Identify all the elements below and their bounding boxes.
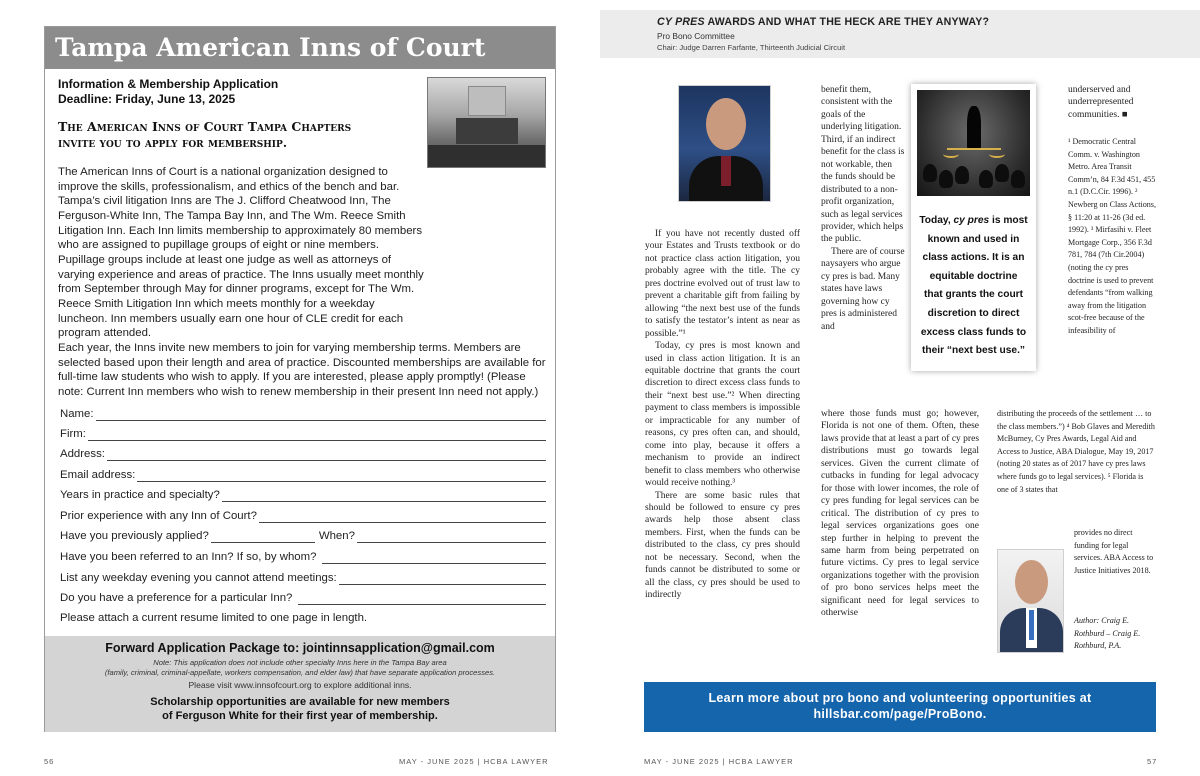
prior-label: Prior experience with any Inn of Court?: [60, 510, 257, 522]
headshot-tie: [721, 156, 731, 186]
address-label: Address:: [60, 448, 105, 460]
courtroom-wall: [468, 86, 506, 116]
forward-note-line-1: Note: This application does not include other specialty Inns here in the Tampa Bay area: [153, 658, 447, 667]
weekday-label: List any weekday evening you cannot attend meetings:: [60, 572, 337, 584]
article-closing: underserved and underrepresented communities. ■: [1068, 85, 1134, 120]
article-header: [600, 10, 1200, 58]
forward-note-line-2: (family, criminal, criminal-appellate, workers compensation, and elder law) that have separate application processes.: [104, 668, 496, 677]
author-headshot-photo: [997, 549, 1064, 653]
when-label: When?: [318, 530, 355, 542]
name-line[interactable]: [96, 411, 546, 421]
address-field[interactable]: [60, 447, 546, 461]
pawn-icon: [979, 170, 993, 188]
forward-application-box: [45, 636, 555, 732]
intro-text: [58, 165, 546, 400]
preference-label: Do you have a preference for a particular Inn?: [60, 592, 293, 604]
email-line[interactable]: [137, 472, 546, 482]
article-para-1: If you have not recently dusted off your Estates and Trusts textbook or do not practice class action litigation, you probably agree with the title. The cy pres doctrine evolved out of trust law to prevent a charitable gift from failing by allowing “the next best use of the funds to satisfy the testator’s intent as near as possible.”¹: [645, 229, 800, 339]
form-heading: [58, 77, 278, 107]
judge-headshot-photo: [678, 85, 771, 202]
left-page-footer: MAY - JUNE 2025 | HCBA LAWYER: [399, 757, 549, 766]
form-heading-title: Information & Membership Application: [58, 77, 279, 91]
intro-paragraph-1: The American Inns of Court is a national organization designed to improve the skills, professionalism, and ethics of the bench and bar. Tampa’s civil litigation Inns are The J. Clifford Cheatwood Inn, The Ferguson-White Inn, The Tampa Bay Inn, and The Wm. Reece Smith Litigation Inn. Each Inn limits membership to approximately 80 members who are assigned to pupillage groups of eight or nine members. Pupillage groups include at least one judge as well as attorneys of varying experience and areas of practice. The Inns usually meet monthly from September through May for dinner programs, except for The Wm. Reece Smith Litigation Inn which meets monthly for a weekday luncheon. Inn members usually earn one hour of CLE credit for each program attended.: [58, 166, 424, 340]
firm-field[interactable]: [60, 427, 546, 441]
article-title-cypres: CY PRES: [657, 16, 705, 28]
article-para-5: There are of course naysayers who argue cy pres is bad. Many states have laws governing how cy pres is administered and: [821, 246, 905, 332]
cta-line-1: Learn more about pro bono and volunteering opportunities at: [708, 691, 1092, 705]
preference-field[interactable]: [60, 591, 546, 605]
article-column-2-wide: [821, 408, 979, 620]
intro-paragraph-2: Each year, the Inns invite new members to join for varying membership terms. Members are selected based upon their length and area of practice. Discounted memberships are available for full-time law students who wish to apply. If you are interested, please apply promptly! (Please note: Current Inn members who wish to renew membership in their present Inn need not apply.): [58, 341, 546, 398]
cta-link[interactable]: hillsbar.com/page/ProBono.: [813, 707, 987, 721]
article-para-3: There are some basic rules that should be followed to ensure cy pres awards help those absent class members. First, when the funds can be distributed to the class, cy pres should not be necessary. Second, when the funds cannot be distributed to some or all the class, cy pres should be used to indirectly: [645, 490, 800, 601]
pawn-icon: [995, 164, 1009, 182]
author-tie: [1029, 610, 1034, 640]
headshot-face: [706, 98, 746, 150]
applied-line[interactable]: [211, 533, 315, 543]
footnotes-1-3: ¹ Democratic Central Comm. v. Washington Metro. Area Transit Comm’n, 84 F.3d 451, 455 n.1 (D.C.Cir. 1996). ² Newberg on Class Actions, § 11:20 at 11-26 (3d ed. 1992). ³ Mirfasihi v. Fleet Mortgage Corp., 356 F.3d 781, 784 (7th Cir.2004) (noting the cy pres doctrine is used to prevent defendants “from walking away from the litigation scot-free because of the infeasibility of: [1068, 137, 1156, 335]
pawn-icon: [955, 166, 969, 184]
scholarship-note: [45, 695, 555, 723]
banner-title: Tampa American Inns of Court: [45, 27, 555, 69]
referred-label: Have you been referred to an Inn? If so, by whom?: [60, 551, 317, 563]
chess-king-icon: [967, 106, 981, 150]
left-page-number: 56: [44, 757, 55, 766]
prior-line[interactable]: [259, 513, 546, 523]
weekday-line[interactable]: [339, 575, 546, 585]
pawn-icon: [923, 164, 937, 182]
footnotes-3-5: distributing the proceeds of the settlement … to the class members.”) ⁴ Bob Glaves and Meredith McBurney, Cy Pres Awards, Legal Aid and Access to Justice, ABA Dialogue, May 19, 2017 (noting 20 states as of 2017 have cy pres laws where funds go to legal services). ⁵ Florida is one of 3 states that: [997, 409, 1155, 494]
preference-line[interactable]: [298, 595, 546, 605]
email-label: Email address:: [60, 469, 136, 481]
scholarship-line-1: Scholarship opportunities are available for new members: [150, 696, 450, 708]
name-label: Name:: [60, 408, 94, 420]
courtroom-photo: [427, 77, 546, 168]
resume-note: Please attach a current resume limited to one page in length.: [60, 612, 368, 624]
address-line[interactable]: [107, 451, 546, 461]
email-field[interactable]: [60, 468, 546, 482]
author-credit: [1074, 615, 1158, 653]
right-page-footer: MAY - JUNE 2025 | HCBA LAWYER: [644, 757, 794, 766]
footnote-5-text: provides no direct funding for legal services. ABA Access to Justice Initiatives 2018.: [1074, 528, 1154, 575]
scale-pan-left-icon: [943, 150, 959, 158]
article-title-rest: AWARDS AND WHAT THE HECK ARE THEY ANYWAY?: [704, 16, 990, 28]
pull-quote-post: is most known and used in class actions. It is an equitable doctrine that grants the court discretion to direct excess class funds to their “next best use.”: [920, 215, 1028, 357]
visit-note: Please visit www.innsofcourt.org to explore additional inns.: [188, 680, 412, 690]
footnotes-wide: [997, 408, 1156, 496]
firm-line[interactable]: [88, 431, 546, 441]
membership-application-box: [44, 26, 556, 732]
article-para-6: where those funds must go; however, Florida is not one of them. Often, these laws provide that at least a part of cy pres distributions must go towards legal services. Given the current climate of cutbacks in funding for legal advocacy for those with lower incomes, the role of cy pres funding for legal services can be critical. The distribution of cy pres to legal services organizations goes one step further in helping to prevent the same harm from being perpetrated on future victims. Cy pres to legal service organizations together with the provision of pro bono services helps meet the significant need for legal services to otherwise: [821, 409, 980, 619]
referred-field[interactable]: [60, 550, 546, 564]
pawn-icon: [1011, 170, 1025, 188]
article-para-2: Today, cy pres is most known and used in class action litigation. It is an equitable doctrine that grants the court discretion to direct excess class funds to their “next best use.”² When directing payment to class members is impossible or impracticable for any number of reasons, cy pres often can, and should, come into play, because it offers a mechanism to provide an indirect benefit to class members who otherwise would receive nothing.³: [645, 341, 800, 489]
pull-quote-text: [919, 212, 1028, 361]
committee-name: Pro Bono Committee: [657, 31, 735, 41]
deadline: Deadline: Friday, June 13, 2025: [58, 92, 236, 106]
forward-title[interactable]: Forward Application Package to: jointinnsapplication@gmail.com: [105, 641, 495, 655]
years-field[interactable]: [60, 488, 546, 502]
author-face: [1015, 560, 1048, 604]
applied-label: Have you previously applied?: [60, 530, 209, 542]
forward-note: [45, 658, 555, 678]
pull-quote-cypres: cy pres: [953, 215, 990, 226]
when-line[interactable]: [357, 533, 546, 543]
firm-label: Firm:: [60, 428, 86, 440]
invite-line-1: The American Inns of Court Tampa Chapters: [58, 119, 352, 134]
right-page-number: 57: [1147, 757, 1158, 766]
invite-line-2: invite you to apply for membership.: [58, 135, 288, 150]
pull-quote-pre: Today,: [919, 215, 954, 226]
chess-justice-illustration: [917, 90, 1030, 196]
article-column-3: [1068, 84, 1156, 121]
name-field[interactable]: [60, 407, 546, 421]
referred-line[interactable]: [322, 554, 546, 564]
article-title: [657, 16, 989, 28]
prior-field[interactable]: [60, 509, 546, 523]
scale-pan-right-icon: [989, 150, 1005, 158]
pro-bono-cta-banner[interactable]: [644, 682, 1156, 732]
courtroom-floor: [428, 145, 545, 167]
courtroom-bench: [456, 118, 518, 144]
scholarship-line-2: of Ferguson White for their first year of membership.: [162, 710, 438, 722]
pull-quote-sidebar: [911, 84, 1036, 371]
article-column-1: [645, 228, 800, 602]
weekday-field[interactable]: [60, 571, 546, 585]
author-credit-text: Author: Craig E. Rothburd – Craig E. Rothburd, P.A.: [1074, 616, 1141, 651]
committee-chair: Chair: Judge Darren Farfante, Thirteenth Judicial Circuit: [657, 43, 846, 52]
years-label: Years in practice and specialty?: [60, 489, 220, 501]
article-column-2-narrow: [821, 84, 905, 333]
invite-heading: [58, 119, 418, 151]
footnotes-narrow: [1068, 136, 1156, 338]
pawn-icon: [939, 170, 953, 188]
footnote-5-tail: [1074, 527, 1156, 577]
years-line[interactable]: [222, 492, 546, 502]
article-para-4: benefit them, consistent with the goals of the underlying litigation. Third, if an indirect benefit for the class is not workable, then the funds should be distributed to a non-profit organization, such as legal services provider, which helps the public.: [821, 85, 905, 245]
applied-field[interactable]: [60, 529, 546, 543]
